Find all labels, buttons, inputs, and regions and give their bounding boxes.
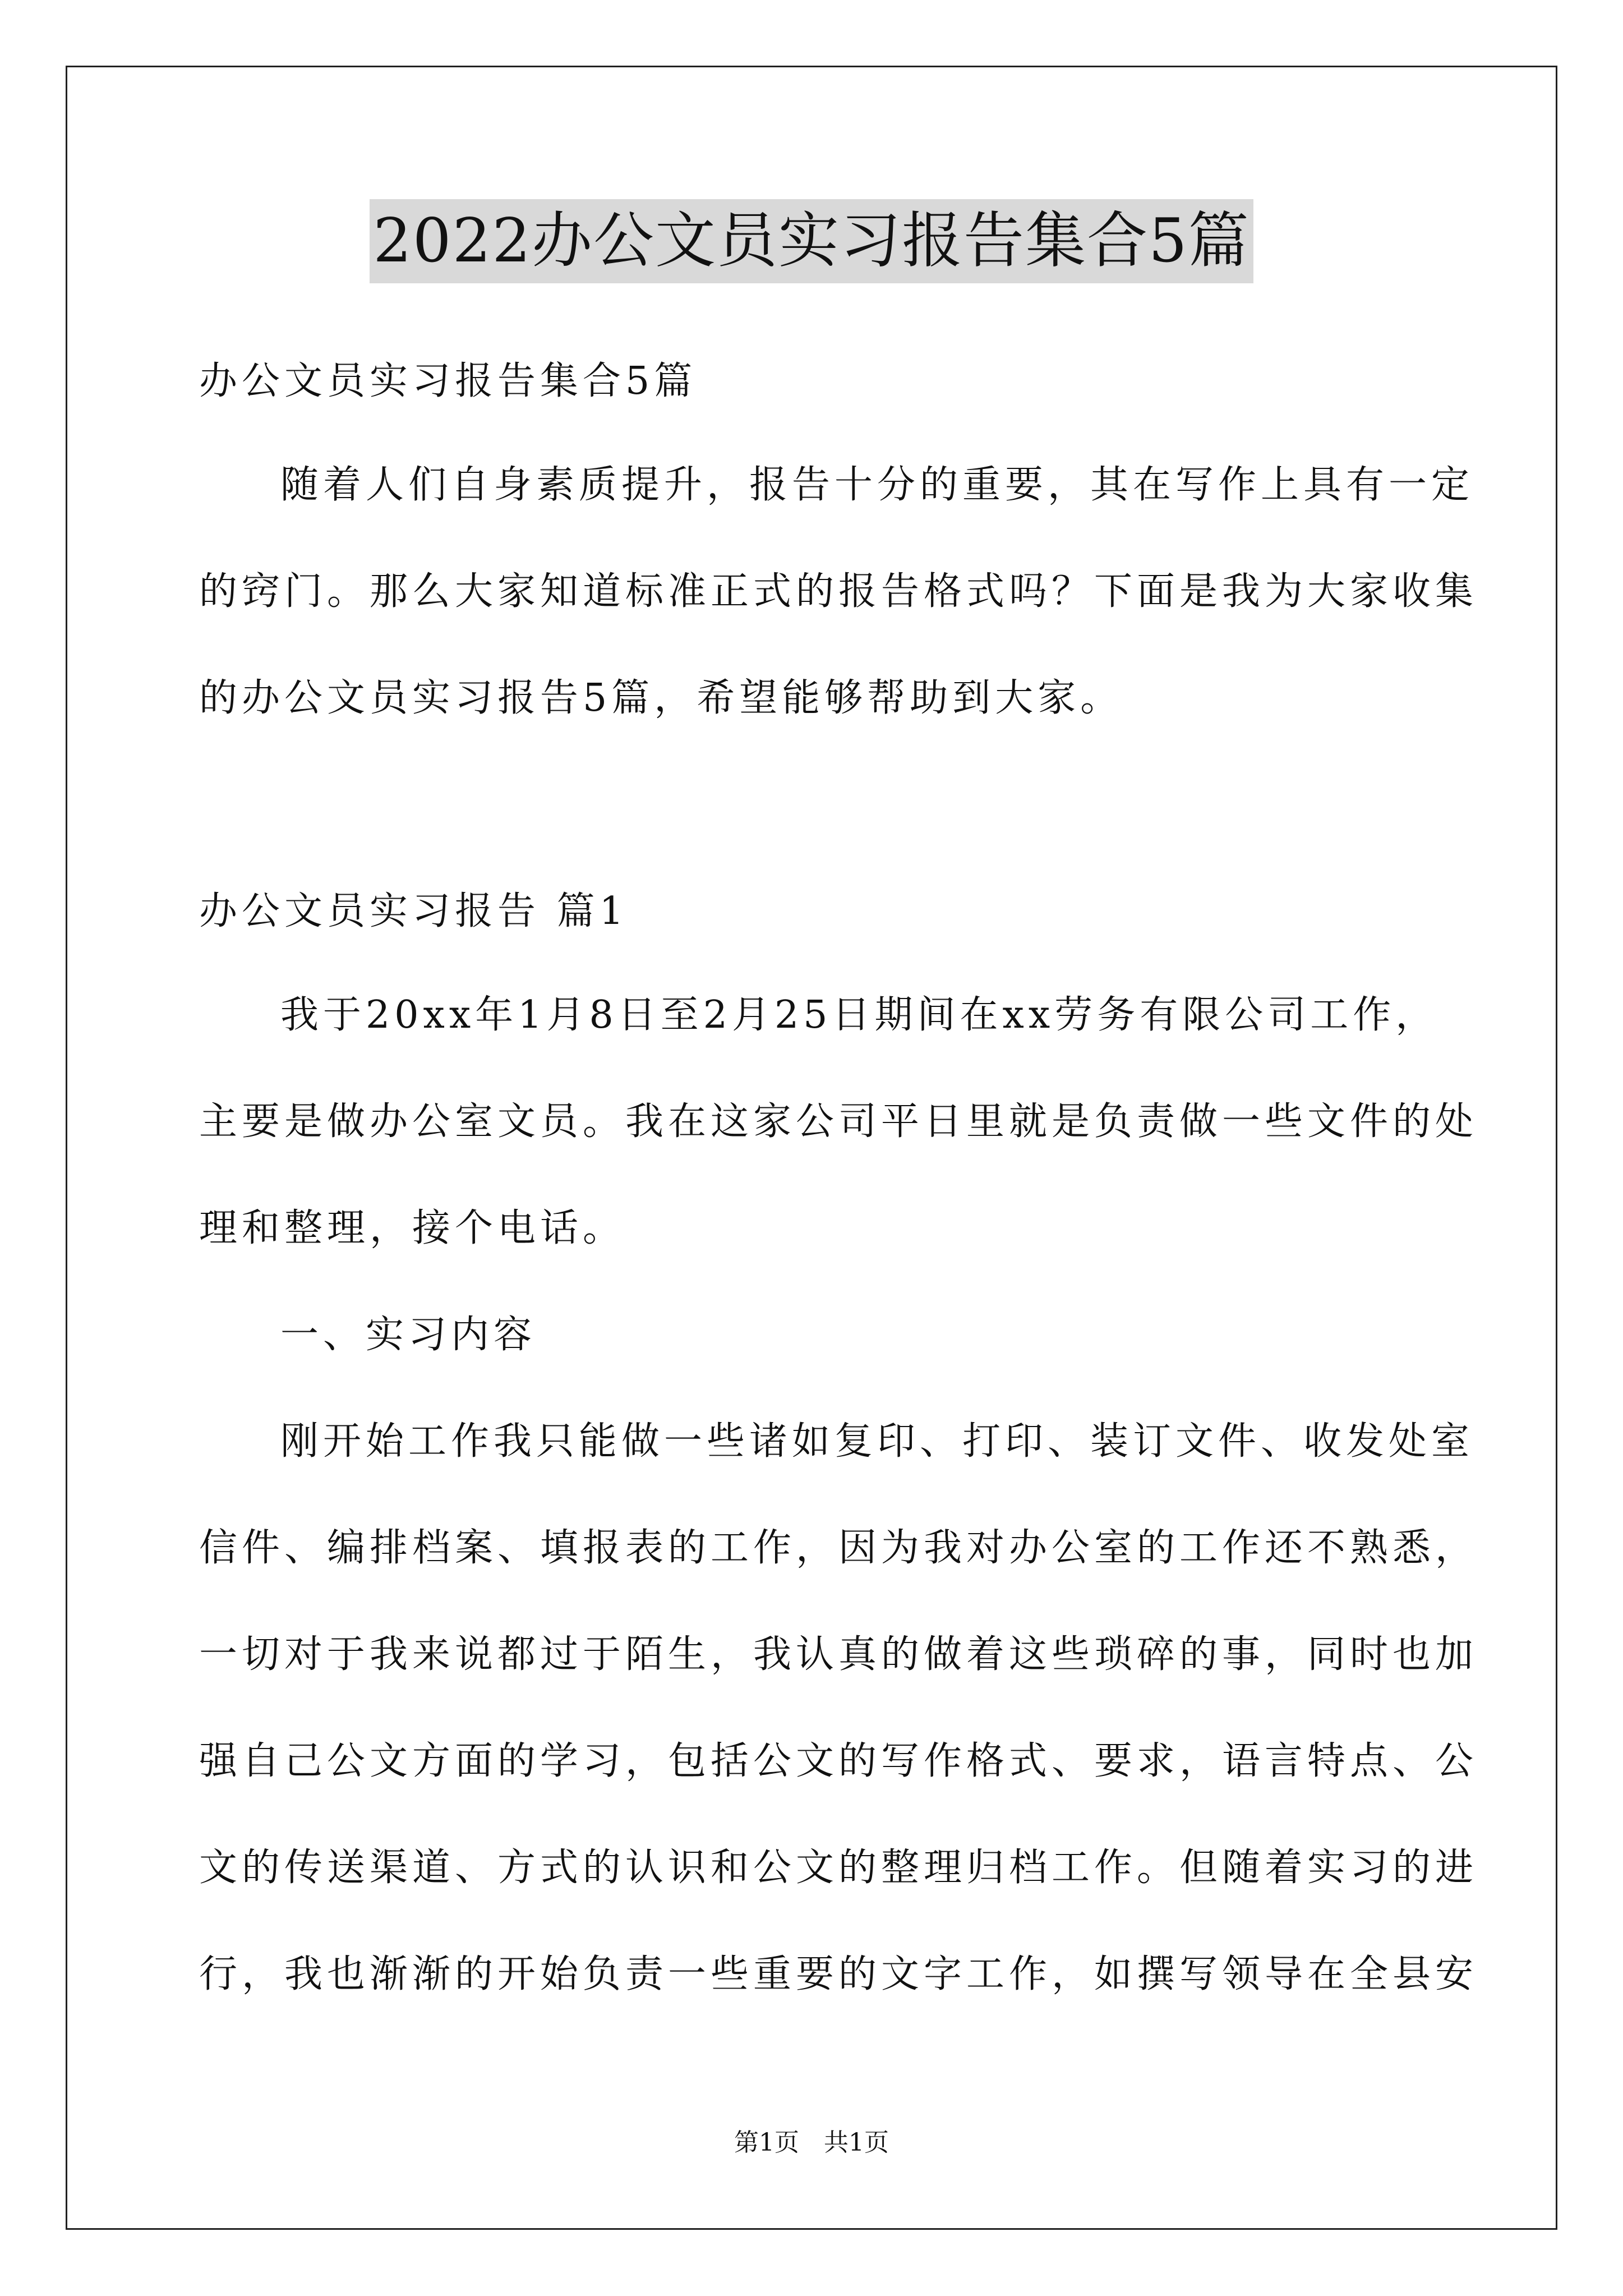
paragraph-line: 强自己公文方面的学习，包括公文的写作格式、要求，语言特点、公 bbox=[199, 1739, 1478, 1783]
paragraph-line: 文的传送渠道、方式的认识和公文的整理归档工作。但随着实习的进 bbox=[199, 1846, 1478, 1890]
paragraph-line: 我于20xx年1月8日至2月25日期间在xx劳务有限公司工作， bbox=[280, 993, 1438, 1037]
intro-line: 的办公文员实习报告5篇，希望能够帮助到大家。 bbox=[199, 676, 1123, 720]
title-container bbox=[0, 199, 1623, 283]
document-title: 2022办公文员实习报告集合5篇 bbox=[370, 199, 1253, 283]
document-subtitle: 办公文员实习报告集合5篇 bbox=[199, 359, 697, 403]
subheading: 一、实习内容 bbox=[280, 1313, 537, 1357]
page-number: 第1页 共1页 bbox=[734, 2128, 889, 2157]
intro-line: 随着人们自身素质提升，报告十分的重要，其在写作上具有一定 bbox=[280, 463, 1474, 507]
section-heading: 办公文员实习报告 篇1 bbox=[199, 889, 628, 933]
paragraph-line: 一切对于我来说都过于陌生，我认真的做着这些琐碎的事，同时也加 bbox=[199, 1632, 1478, 1677]
intro-line: 的窍门。那么大家知道标准正式的报告格式吗？下面是我为大家收集 bbox=[199, 569, 1478, 614]
paragraph-line: 行，我也渐渐的开始负责一些重要的文字工作，如撰写领导在全县安 bbox=[199, 1952, 1478, 1996]
paragraph-line: 理和整理，接个电话。 bbox=[199, 1206, 626, 1250]
paragraph-line: 信件、编排档案、填报表的工作，因为我对办公室的工作还不熟悉， bbox=[199, 1526, 1478, 1570]
paragraph-line: 主要是做办公室文员。我在这家公司平日里就是负责做一些文件的处 bbox=[199, 1099, 1478, 1144]
paragraph-line: 刚开始工作我只能做一些诸如复印、打印、装订文件、收发处室 bbox=[280, 1419, 1474, 1464]
